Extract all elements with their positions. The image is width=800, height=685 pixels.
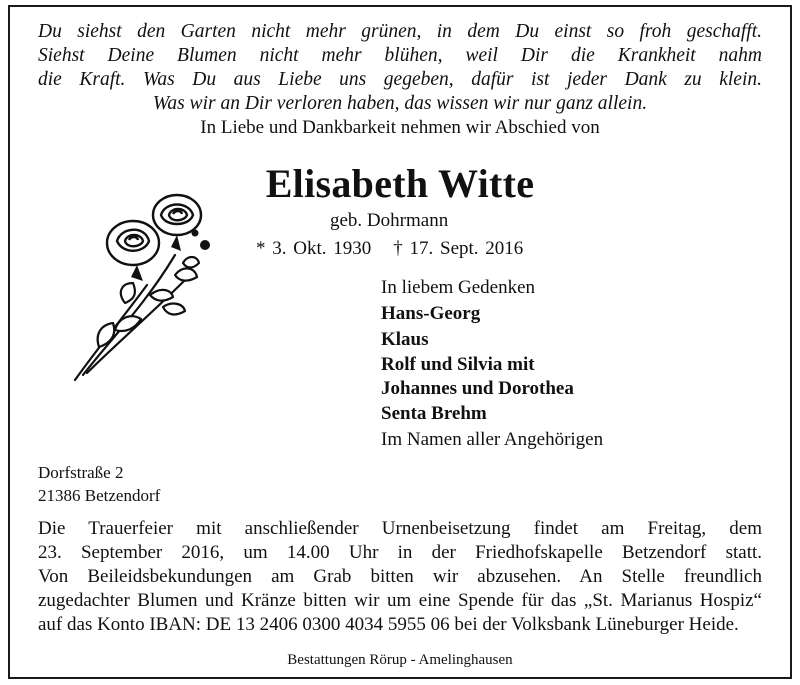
roses-icon bbox=[55, 185, 225, 385]
mourner-name: Klaus bbox=[381, 329, 429, 350]
poem bbox=[38, 20, 762, 116]
mourner-name: Rolf und Silvia mit bbox=[381, 354, 535, 375]
mourners-heading: In liebem Gedenken bbox=[381, 277, 536, 298]
birth-name: geb. Dohrmann bbox=[330, 210, 449, 231]
poem-line: die Kraft. Was Du aus Liebe uns gegeben, dafür ist jeder Dank zu klein. bbox=[38, 69, 762, 90]
notice-line: 23. September 2016, um 14.00 Uhr in der Friedhofskapelle Betzendorf statt. bbox=[38, 542, 762, 563]
mourner-name: Johannes und Dorothea bbox=[381, 378, 574, 399]
address-street: Dorfstraße 2 bbox=[38, 463, 124, 482]
mourners-closing: Im Namen aller Angehörigen bbox=[381, 429, 604, 450]
life-dates bbox=[256, 238, 523, 260]
address-city: 21386 Betzendorf bbox=[38, 486, 161, 505]
intro-text: In Liebe und Dankbarkeit nehmen wir Abschied von bbox=[200, 117, 600, 138]
birth-date: * 3. Okt. 1930 bbox=[256, 238, 372, 259]
death-date: † 17. Sept. 2016 bbox=[393, 238, 524, 259]
poem-line: Was wir an Dir verloren haben, das wissen wir nur ganz allein. bbox=[152, 93, 648, 114]
mourner-name: Senta Brehm bbox=[381, 403, 487, 424]
poem-line: Du siehst den Garten nicht mehr grünen, in dem Du einst so froh geschafft. bbox=[38, 21, 762, 42]
funeral-notice bbox=[38, 517, 762, 637]
notice-line: zugedachter Blumen und Kränze bitten wir um eine Spende für das „St. Marianus Hospiz“ bbox=[38, 590, 762, 611]
funeral-home-footer: Bestattungen Rörup - Amelinghausen bbox=[287, 652, 513, 668]
notice-line: Von Beileidsbekundungen am Grab bitten wir abzusehen. An Stelle freundlich bbox=[38, 566, 762, 587]
deceased-name: Elisabeth Witte bbox=[265, 161, 535, 206]
poem-line: Siehst Deine Blumen nicht mehr blühen, weil Dir die Krankheit nahm bbox=[38, 45, 762, 66]
notice-line: auf das Konto IBAN: DE 13 2406 0300 4034 5955 06 bei der Volksbank Lüneburger Heide. bbox=[38, 614, 739, 635]
notice-line: Die Trauerfeier mit anschließender Urnenbeisetzung findet am Freitag, dem bbox=[38, 518, 762, 539]
mourners-list bbox=[381, 275, 603, 453]
address bbox=[38, 461, 160, 507]
mourner-name: Hans-Georg bbox=[381, 303, 481, 324]
